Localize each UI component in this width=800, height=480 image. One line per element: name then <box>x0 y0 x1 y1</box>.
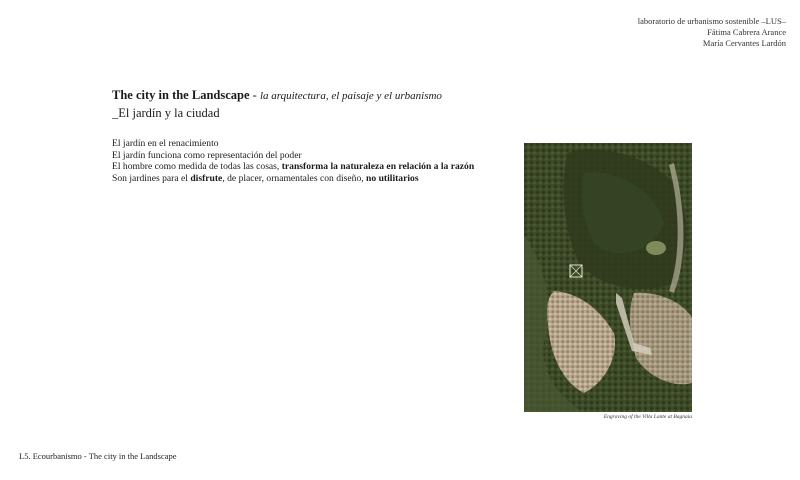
title-separator: - <box>249 88 260 102</box>
image-caption: Engraving of the Villa Lante at Bagnaia <box>603 414 692 420</box>
body-line <box>112 161 474 173</box>
body-text <box>112 138 474 184</box>
page-title <box>112 88 442 103</box>
body-text-plain: Son jardines para el <box>112 172 191 184</box>
header-credits <box>638 16 786 49</box>
body-text-bold: transforma la naturaleza en relación a la razón <box>281 161 475 172</box>
author-name: María Cervantes Lardón <box>702 38 786 48</box>
section-heading: _El jardín y la ciudad <box>112 106 220 120</box>
title-subtitle: la arquitectura, el paisaje y el urbanismo <box>259 90 442 102</box>
body-text-plain: , de placer, ornamentales con diseño, <box>222 172 367 184</box>
body-line: El jardín funciona como representación del poder <box>112 149 302 161</box>
body-text-bold: no utilitarios <box>366 172 419 184</box>
author-name: Fátima Cabrera Arance <box>707 27 786 37</box>
lab-name: laboratorio de urbanismo sostenible –LUS– <box>637 16 786 26</box>
body-line <box>112 173 474 185</box>
aerial-photo <box>524 143 692 412</box>
body-text-bold: disfrute <box>190 172 223 184</box>
body-line: El jardín en el renacimiento <box>112 138 219 149</box>
aerial-photo-icon <box>524 143 692 412</box>
page-footer: L5. Ecourbanismo - The city in the Landscape <box>19 451 177 461</box>
body-text-plain: El hombre como medida de todas las cosas, <box>112 161 282 172</box>
title-main: The city in the Landscape <box>112 88 250 102</box>
